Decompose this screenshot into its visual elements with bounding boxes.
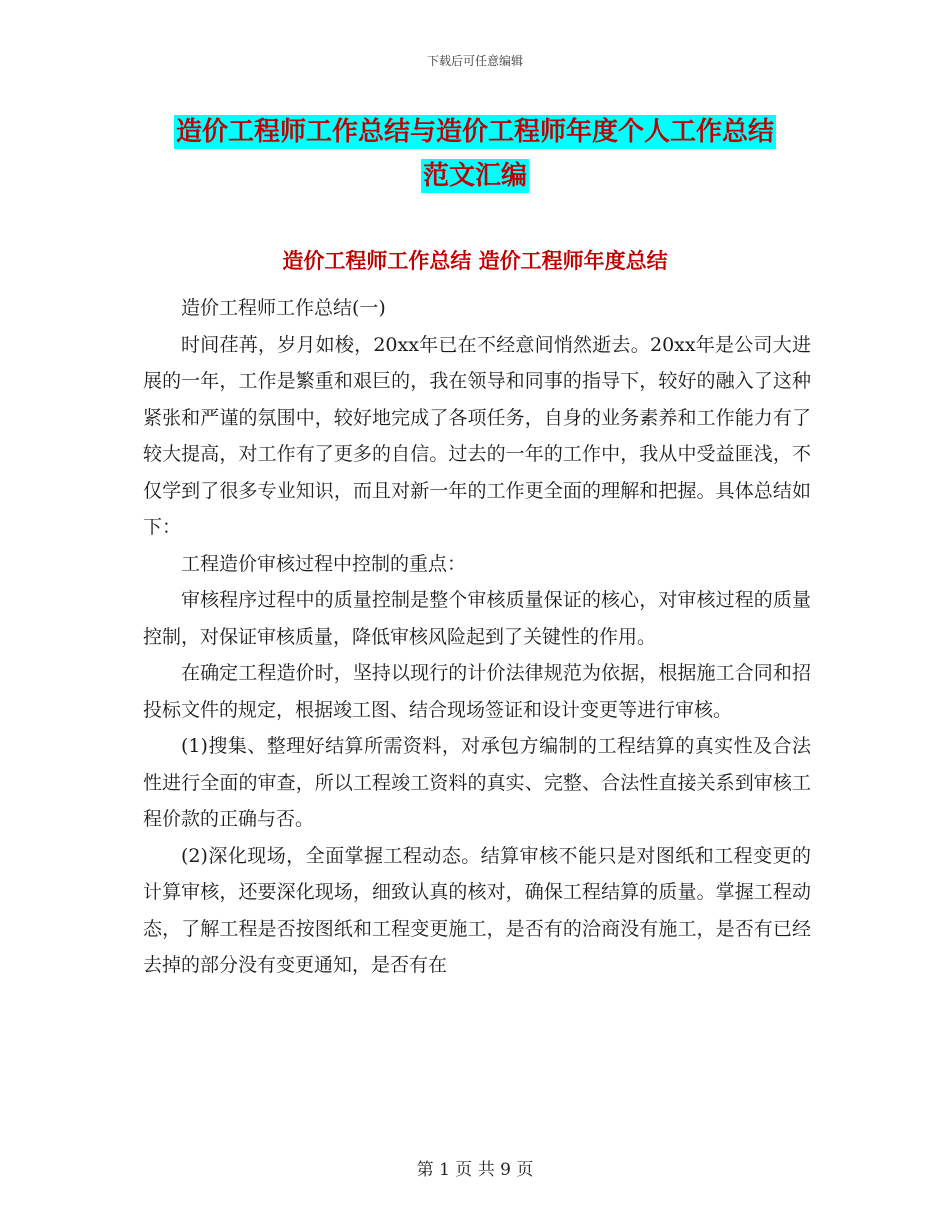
title-line-1: 造价工程师工作总结与造价工程师年度个人工作总结 (175, 117, 774, 147)
paragraph: (2)深化现场，全面掌握工程动态。结算审核不能只是对图纸和工程变更的计算审核，还要深化现场，细致认真的核对，确保工程结算的质量。掌握工程动态，了解工程是否按图纸和工程变更施工，是否有的洽商没有施工，是否有已经去掉的部分没有变更通知，是否有在 (143, 844, 811, 976)
document-body (143, 290, 811, 984)
header-note: 下载后可任意编辑 (426, 54, 523, 68)
title-line-2: 范文汇编 (422, 161, 527, 191)
paragraph: (1)搜集、整理好结算所需资料，对承包方编制的工程结算的真实性及合法性进行全面的审查，所以工程竣工资料的真实、完整、合法性直接关系到审核工程价款的正确与否。 (143, 735, 811, 830)
page-footer: 第 1 页 共 9 页 (416, 1160, 534, 1180)
paragraph-heading: 造价工程师工作总结(一) (181, 297, 386, 319)
section-subtitle: 造价工程师工作总结 造价工程师年度总结 (282, 249, 668, 273)
document-title (0, 110, 950, 198)
paragraph-heading: 工程造价审核过程中控制的重点： (181, 552, 467, 575)
paragraph: 审核程序过程中的质量控制是整个审核质量保证的核心，对审核过程的质量控制，对保证审核质量，降低审核风险起到了关键性的作用。 (143, 589, 811, 648)
paragraph: 在确定工程造价时，坚持以现行的计价法律规范为依据，根据施工合同和招投标文件的规定，根据竣工图、结合现场签证和设计变更等进行审核。 (143, 662, 811, 721)
paragraph: 时间荏苒，岁月如梭，20xx年已在不经意间悄然逝去。20xx年是公司大进展的一年，工作是繁重和艰巨的，我在领导和同事的指导下，较好的融入了这种紧张和严谨的氛围中，较好地完成了各项任务，自身的业务素养和工作能力有了较大提高，对工作有了更多的自信。过去的一年的工作中，我从中受益匪浅，不仅学到了很多专业知识，而且对新一年的工作更全面的理解和把握。具体总结如下： (143, 333, 811, 538)
